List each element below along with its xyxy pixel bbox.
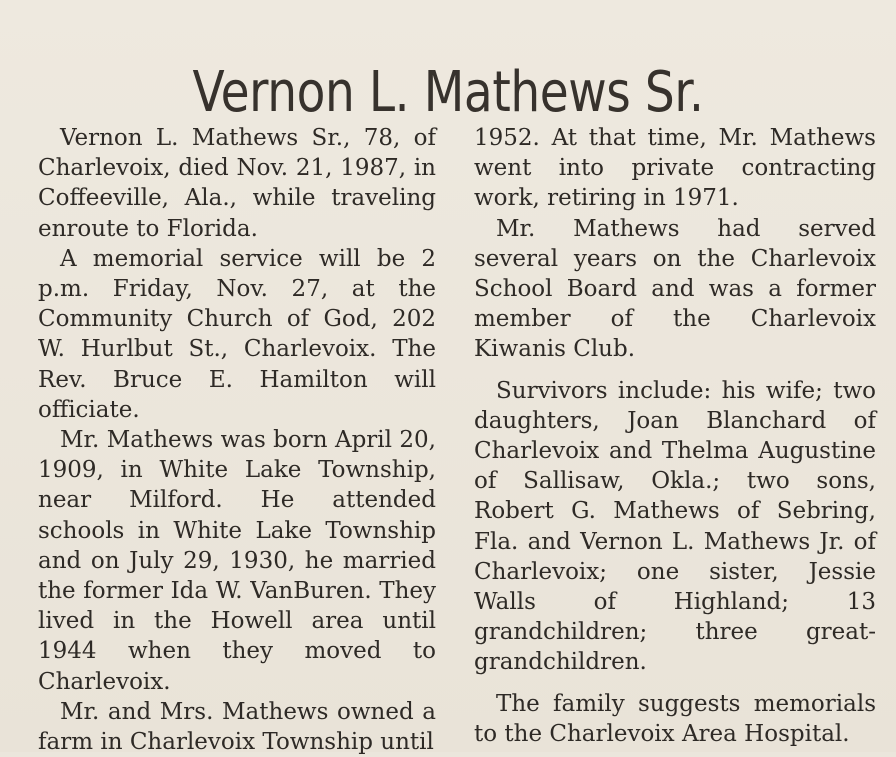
paragraph-memorials: The family suggests memorials to the Charlevoix Area Hospital.	[474, 690, 876, 747]
paragraph-survivors: Survivors include: his wife; two daughters, Joan Blanchard of Charlevoix and Thelma Augustine of Sallisaw, Okla.; two sons, Robert G. Mathews of Sebring, Fla. and Vernon L. Mathews Jr. of Charlevoix; one sister, Jessie Walls of Highland; 13 grandchildren; three great-grandchildren.	[474, 377, 876, 676]
obituary-headline: Vernon L. Mathews Sr.	[192, 59, 704, 125]
left-column	[38, 123, 436, 757]
right-column	[474, 123, 876, 749]
paragraph-community-service: Mr. Mathews had served several years on the Charlevoix School Board and was a former member of the Charlevoix Kiwanis Club.	[474, 215, 876, 363]
paragraph-death-notice: Vernon L. Mathews Sr., 78, of Charlevoix, died Nov. 21, 1987, in Coffeeville, Ala., while traveling enroute to Florida.	[38, 125, 436, 242]
paragraph-biography: Mr. Mathews was born April 20, 1909, in White Lake Township, near Milford. He attended schools in White Lake Township and on July 29, 1930, he married the former Ida W. VanBuren. They lived in the Howell area until 1944 when they moved to Charlevoix.	[38, 427, 436, 695]
paragraph-memorial-service: A memorial service will be 2 p.m. Friday, Nov. 27, at the Community Church of God, 202 W. Hurlbut St., Charlevoix. The Rev. Bruce E. Hamilton will officiate.	[38, 245, 436, 423]
paragraph-farm-start: Mr. and Mrs. Mathews owned a farm in Charlevoix Township until	[38, 698, 436, 756]
paragraph-farm-continued: 1952. At that time, Mr. Mathews went into private contracting work, retiring in 1971.	[474, 125, 876, 212]
